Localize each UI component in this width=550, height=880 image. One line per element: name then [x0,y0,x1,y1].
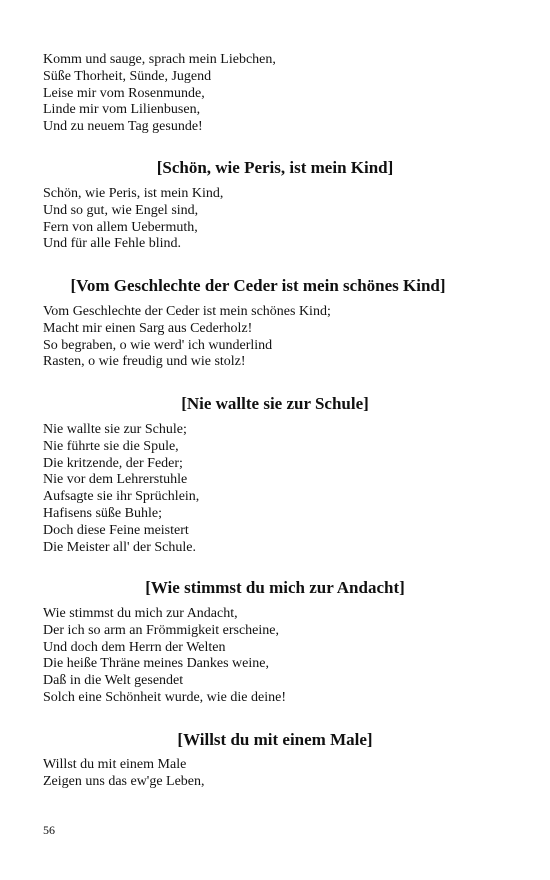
verse-line: So begraben, o wie werd' ich wunderlind [43,337,273,353]
poem-title: [Schön, wie Peris, ist mein Kind] [156,158,394,177]
poem-body [43,757,513,791]
poem-title: [Willst du mit einem Male] [177,730,373,749]
verse-line: Und doch dem Herrn der Welten [43,639,226,655]
poem-body [43,304,513,371]
verse-line: Linde mir vom Lilienbusen, [43,102,201,118]
verse-line: Hafisens süße Buhle; [43,505,162,521]
verse-line: Schön, wie Peris, ist mein Kind, [43,186,224,201]
verse-line: Komm und sauge, sprach mein Liebchen, [43,52,276,67]
poem-title: [Vom Geschlechte der Ceder ist mein schönes Kind] [70,276,446,295]
opening-stanza [43,52,513,136]
verse-line: Daß in die Welt gesendet [43,673,184,689]
verse-line: Fern von allem Uebermuth, [43,219,198,235]
verse-line: Willst du mit einem Male [43,757,187,772]
verse-line: Nie vor dem Lehrerstuhle [43,472,188,488]
verse-line: Süße Thorheit, Sünde, Jugend [43,68,212,84]
poem-body [43,422,513,556]
verse-line: Zeigen uns das ew'ge Leben, [43,773,205,789]
verse-line: Macht mir einen Sarg aus Cederholz! [43,320,253,336]
verse-line: Die heiße Thräne meines Dankes weine, [43,656,269,672]
poem-title: [Wie stimmst du mich zur Andacht] [145,578,405,597]
poem-body [43,606,513,707]
verse-line: Der ich so arm an Frömmigkeit erscheine, [43,622,279,638]
poem-title: [Nie wallte sie zur Schule] [181,394,369,413]
verse-line: Leise mir vom Rosenmunde, [43,85,205,101]
verse-line: Nie wallte sie zur Schule; [43,422,187,437]
verse-line: Doch diese Feine meistert [43,522,189,538]
verse-line: Aufsagte sie ihr Sprüchlein, [43,489,200,505]
verse-line: Die Meister all' der Schule. [43,539,196,555]
page-number: 56 [43,823,55,837]
verse-line: Solch eine Schönheit wurde, wie die deine! [43,689,286,705]
verse-line: Vom Geschlechte der Ceder ist mein schönes Kind; [43,304,331,319]
verse-line: Die kritzende, der Feder; [43,455,183,471]
verse-line: Wie stimmst du mich zur Andacht, [43,606,238,621]
verse-line: Nie führte sie die Spule, [43,438,179,454]
verse-line: Und zu neuem Tag gesunde! [43,119,203,135]
verse-line: Und für alle Fehle blind. [43,236,182,252]
poem-body [43,186,513,253]
verse-line: Und so gut, wie Engel sind, [43,202,199,218]
verse-line: Rasten, o wie freudig und wie stolz! [43,354,246,370]
